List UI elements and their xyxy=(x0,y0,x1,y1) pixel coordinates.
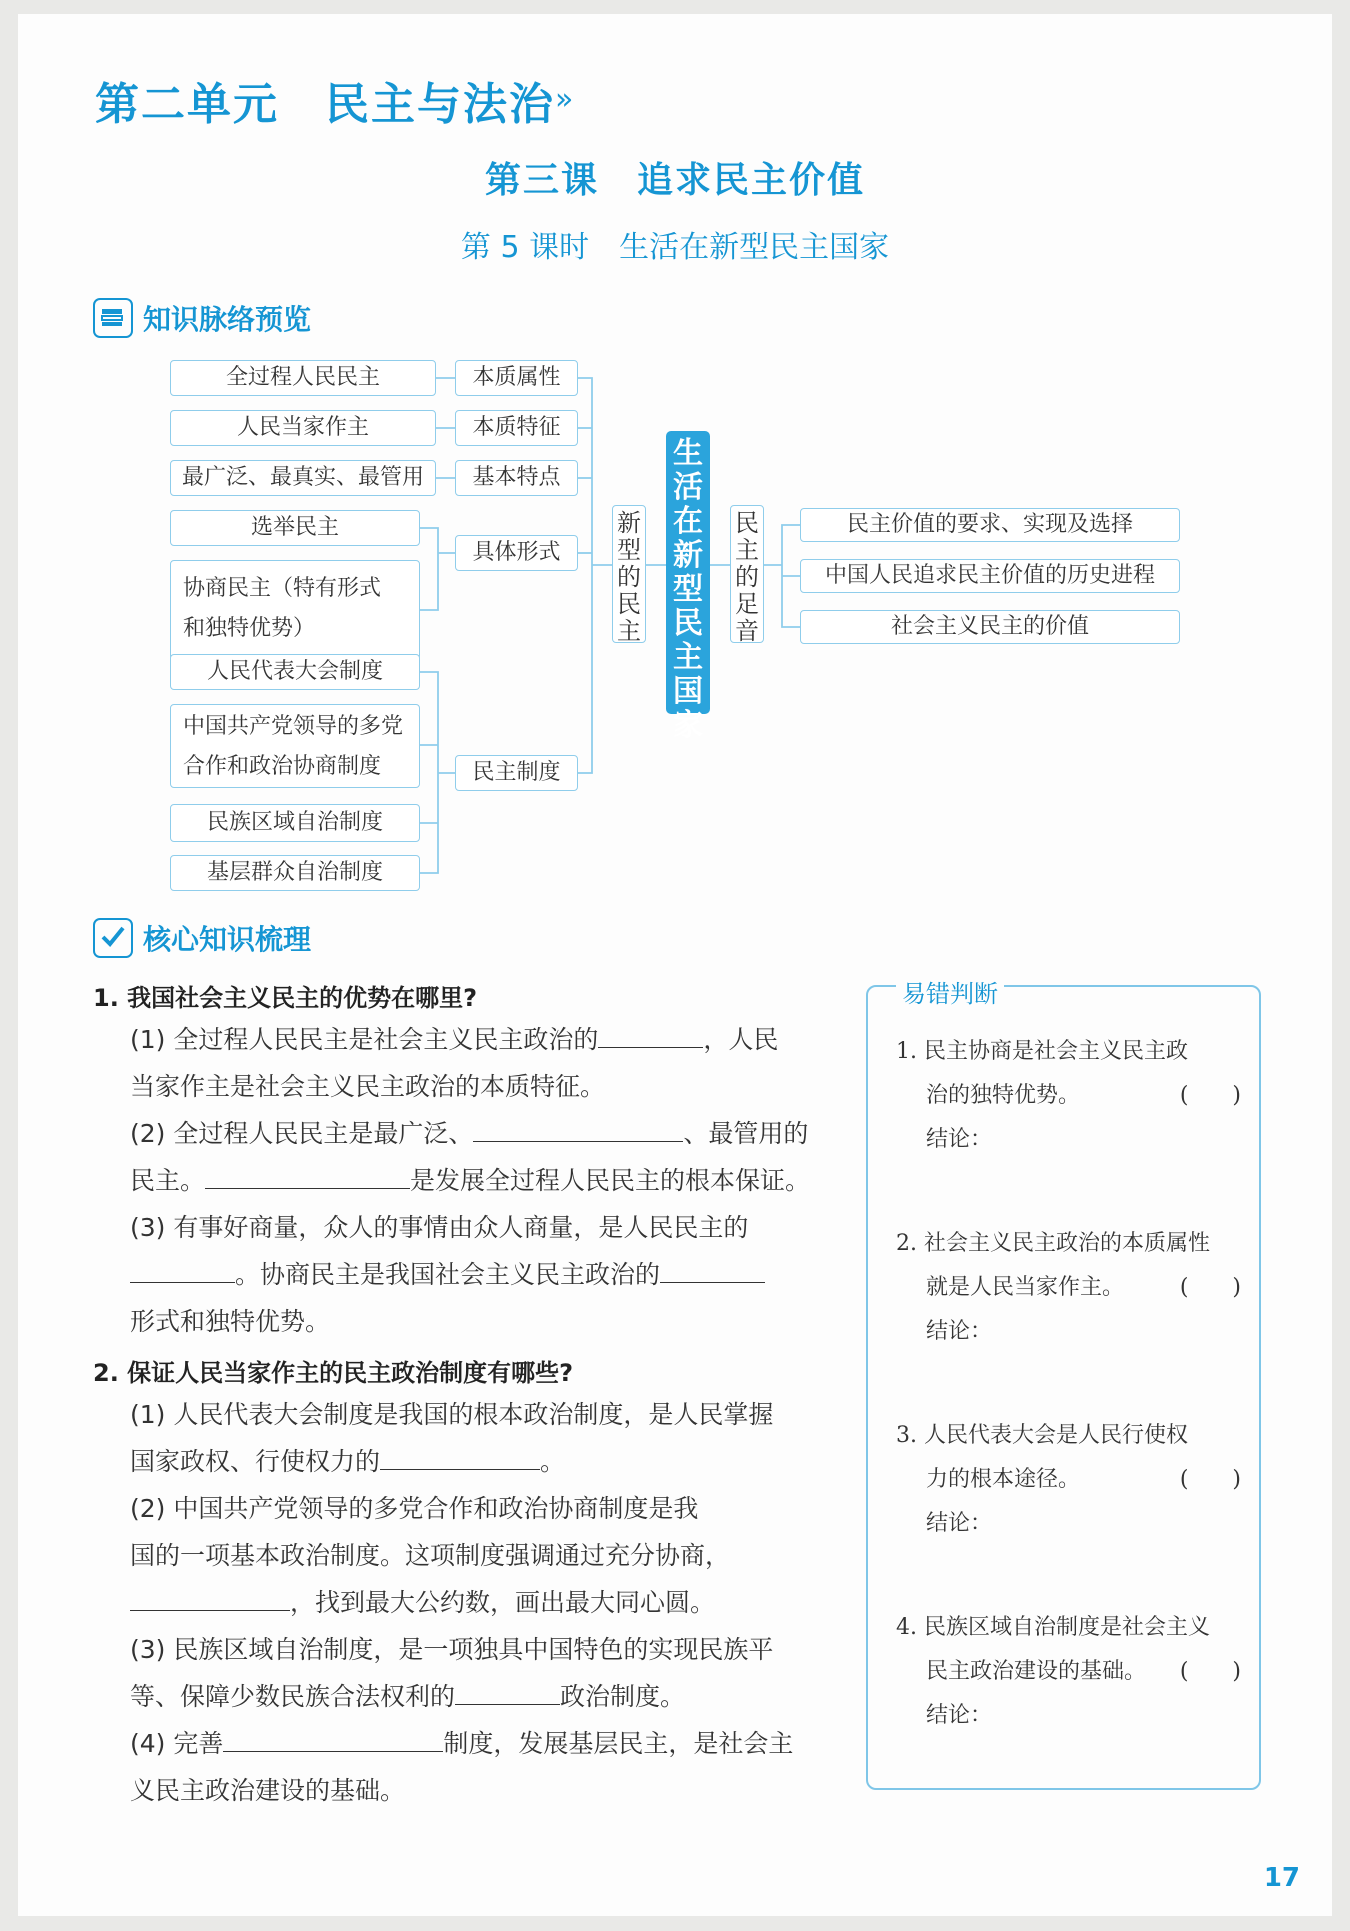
vertical-char: 主 xyxy=(673,640,703,675)
vertical-char: 新 xyxy=(673,538,703,573)
judgment-item-2 xyxy=(896,1222,1241,1354)
category-forms: 具体形式 xyxy=(455,535,578,571)
q2-line xyxy=(130,1720,840,1767)
text: 制度，发展基层民主，是社会主 xyxy=(443,1729,794,1758)
text: 力的根本途径。 xyxy=(926,1467,1081,1492)
left-branch xyxy=(612,505,646,643)
item-line: 3. 人民代表大会是人民行使权 xyxy=(896,1423,1188,1448)
answer-blank[interactable] xyxy=(130,1584,290,1611)
leaf-grassroots-autonomy: 基层群众自治制度 xyxy=(170,855,420,891)
vertical-char: 民 xyxy=(673,606,703,641)
category-essence-feature: 本质特征 xyxy=(455,410,578,446)
item-line xyxy=(896,1266,1241,1310)
vertical-char: 民 xyxy=(735,509,759,537)
text: 等、保障少数民族合法权利的 xyxy=(130,1682,456,1711)
answer-blank[interactable] xyxy=(473,1115,683,1142)
question-2-body xyxy=(130,1391,840,1814)
q2-line: (2) 中国共产党领导的多党合作和政治协商制度是我 xyxy=(130,1494,699,1523)
q2-line xyxy=(130,1579,840,1626)
unit-title: 第二单元 民主与法治 xyxy=(95,79,555,130)
text: 就是人民当家作主。 xyxy=(926,1275,1125,1300)
text: 民主。 xyxy=(130,1166,206,1195)
text: 治的独特优势。 xyxy=(926,1083,1081,1108)
period-title: 第 5 课时 生活在新型民主国家 xyxy=(460,230,890,265)
vertical-char: 音 xyxy=(735,617,759,645)
right-branch xyxy=(730,505,764,643)
leaf-line: 协商民主（特有形式 xyxy=(183,576,382,601)
double-chevron-icon: » xyxy=(555,82,574,117)
vertical-char: 在 xyxy=(673,504,703,539)
vertical-char: 的 xyxy=(735,563,759,591)
page-number: 17 xyxy=(1263,1863,1300,1893)
item-line: 4. 民族区域自治制度是社会主义 xyxy=(896,1615,1210,1640)
text: (1) 全过程人民民主是社会主义民主政治的 xyxy=(130,1025,599,1054)
conclusion-label: 结论： xyxy=(926,1703,993,1728)
vertical-char: 新 xyxy=(617,509,641,537)
leaf-ethnic-autonomy: 民族区域自治制度 xyxy=(170,804,420,842)
answer-blank[interactable] xyxy=(223,1725,443,1752)
question-2-heading: 2. 保证人民当家作主的民主政治制度有哪些? xyxy=(93,1359,574,1387)
leaf-line: 和独特优势） xyxy=(183,616,316,641)
q1-line xyxy=(130,1157,840,1204)
vertical-char: 民 xyxy=(617,590,641,618)
text: ，人民 xyxy=(703,1025,779,1054)
judgment-item-4 xyxy=(896,1606,1241,1738)
item-line xyxy=(896,1074,1241,1118)
q2-line: (3) 民族区域自治制度，是一项独具中国特色的实现民族平 xyxy=(130,1635,774,1664)
answer-blank[interactable] xyxy=(130,1256,235,1283)
leaf-essence-attr: 全过程人民民主 xyxy=(170,360,436,396)
item-line xyxy=(896,1458,1241,1502)
vertical-char: 国 xyxy=(673,674,703,709)
section-heading-core xyxy=(93,918,311,958)
answer-blank[interactable] xyxy=(455,1678,560,1705)
leaf-essence-feature: 人民当家作主 xyxy=(170,410,436,446)
answer-blank[interactable] xyxy=(598,1021,703,1048)
q1-line: (3) 有事好商量，众人的事情由众人商量，是人民民主的 xyxy=(130,1213,749,1242)
q2-line: (1) 人民代表大会制度是我国的根本政治制度，是人民掌握 xyxy=(130,1400,774,1429)
question-1-body xyxy=(130,1016,840,1345)
section-title: 知识脉络预览 xyxy=(143,303,312,336)
leaf-multiparty-system xyxy=(170,704,420,788)
text: 政治制度。 xyxy=(560,1682,686,1711)
vertical-char: 型 xyxy=(617,536,641,564)
conclusion-label: 结论： xyxy=(926,1127,993,1152)
answer-parens[interactable]: ( ) xyxy=(1179,1275,1241,1300)
vertical-char: 足 xyxy=(735,590,759,618)
answer-parens[interactable]: ( ) xyxy=(1179,1659,1241,1684)
q1-line xyxy=(130,1251,840,1298)
answer-parens[interactable]: ( ) xyxy=(1179,1083,1241,1108)
vertical-char: 活 xyxy=(673,470,703,505)
leaf-line: 合作和政治协商制度 xyxy=(183,754,382,779)
q2-line: 国的一项基本政治制度。这项制度强调通过充分协商， xyxy=(130,1541,731,1570)
text: (2) 全过程人民民主是最广泛、 xyxy=(130,1119,474,1148)
text: 、最管用的 xyxy=(683,1119,809,1148)
vertical-char: 主 xyxy=(617,617,641,645)
category-essence-attr: 本质属性 xyxy=(455,360,578,396)
answer-parens[interactable]: ( ) xyxy=(1179,1467,1241,1492)
item-line: 1. 民主协商是社会主义民主政 xyxy=(896,1039,1188,1064)
right-item-value: 社会主义民主的价值 xyxy=(800,610,1180,644)
q2-line xyxy=(130,1673,840,1720)
conclusion-label: 结论： xyxy=(926,1511,993,1536)
answer-blank[interactable] xyxy=(205,1162,410,1189)
q2-line: 义民主政治建设的基础。 xyxy=(130,1776,406,1805)
q2-line xyxy=(130,1438,840,1485)
checkbox-icon xyxy=(93,918,133,958)
section-title: 核心知识梳理 xyxy=(143,923,312,956)
text: 是发展全过程人民民主的根本保证。 xyxy=(410,1166,811,1195)
text: 国家政权、行使权力的 xyxy=(130,1447,381,1476)
q1-line: 当家作主是社会主义民主政治的本质特征。 xyxy=(130,1072,606,1101)
text: (4) 完善 xyxy=(130,1729,224,1758)
right-item-history: 中国人民追求民主价值的历史进程 xyxy=(800,559,1180,593)
q1-line xyxy=(130,1016,840,1063)
judgment-item-1 xyxy=(896,1030,1241,1162)
leaf-consultative-democracy xyxy=(170,560,420,660)
leaf-line: 中国共产党领导的多党 xyxy=(183,714,404,739)
leaf-npc-system: 人民代表大会制度 xyxy=(170,654,420,690)
leaf-basic-trait: 最广泛、最真实、最管用 xyxy=(170,460,436,496)
text: 。 xyxy=(540,1447,566,1476)
q1-line xyxy=(130,1110,840,1157)
item-line: 2. 社会主义民主政治的本质属性 xyxy=(896,1231,1210,1256)
text: ，找到最大公约数，画出最大同心圆。 xyxy=(290,1588,716,1617)
vertical-char: 型 xyxy=(673,572,703,607)
category-basic-trait: 基本特点 xyxy=(455,460,578,496)
question-1-heading: 1. 我国社会主义民主的优势在哪里? xyxy=(93,984,478,1012)
leaf-election-democracy: 选举民主 xyxy=(170,510,420,546)
answer-blank[interactable] xyxy=(660,1256,765,1283)
text: 。协商民主是我国社会主义民主政治的 xyxy=(235,1260,661,1289)
category-systems: 民主制度 xyxy=(455,755,578,791)
q1-line: 形式和独特优势。 xyxy=(130,1307,331,1336)
vertical-char: 家 xyxy=(673,708,703,743)
error-judgment-title: 易错判断 xyxy=(896,974,1004,1009)
conclusion-label: 结论： xyxy=(926,1319,993,1344)
item-line xyxy=(896,1650,1241,1694)
judgment-item-3 xyxy=(896,1414,1241,1546)
text: 民主政治建设的基础。 xyxy=(926,1659,1147,1684)
vertical-char: 生 xyxy=(673,436,703,471)
vertical-char: 主 xyxy=(735,536,759,564)
lesson-title: 第三课 追求民主价值 xyxy=(484,160,865,201)
answer-blank[interactable] xyxy=(380,1443,540,1470)
mind-map-center xyxy=(666,431,710,743)
vertical-char: 的 xyxy=(617,563,641,591)
right-item-requirements: 民主价值的要求、实现及选择 xyxy=(800,508,1180,542)
